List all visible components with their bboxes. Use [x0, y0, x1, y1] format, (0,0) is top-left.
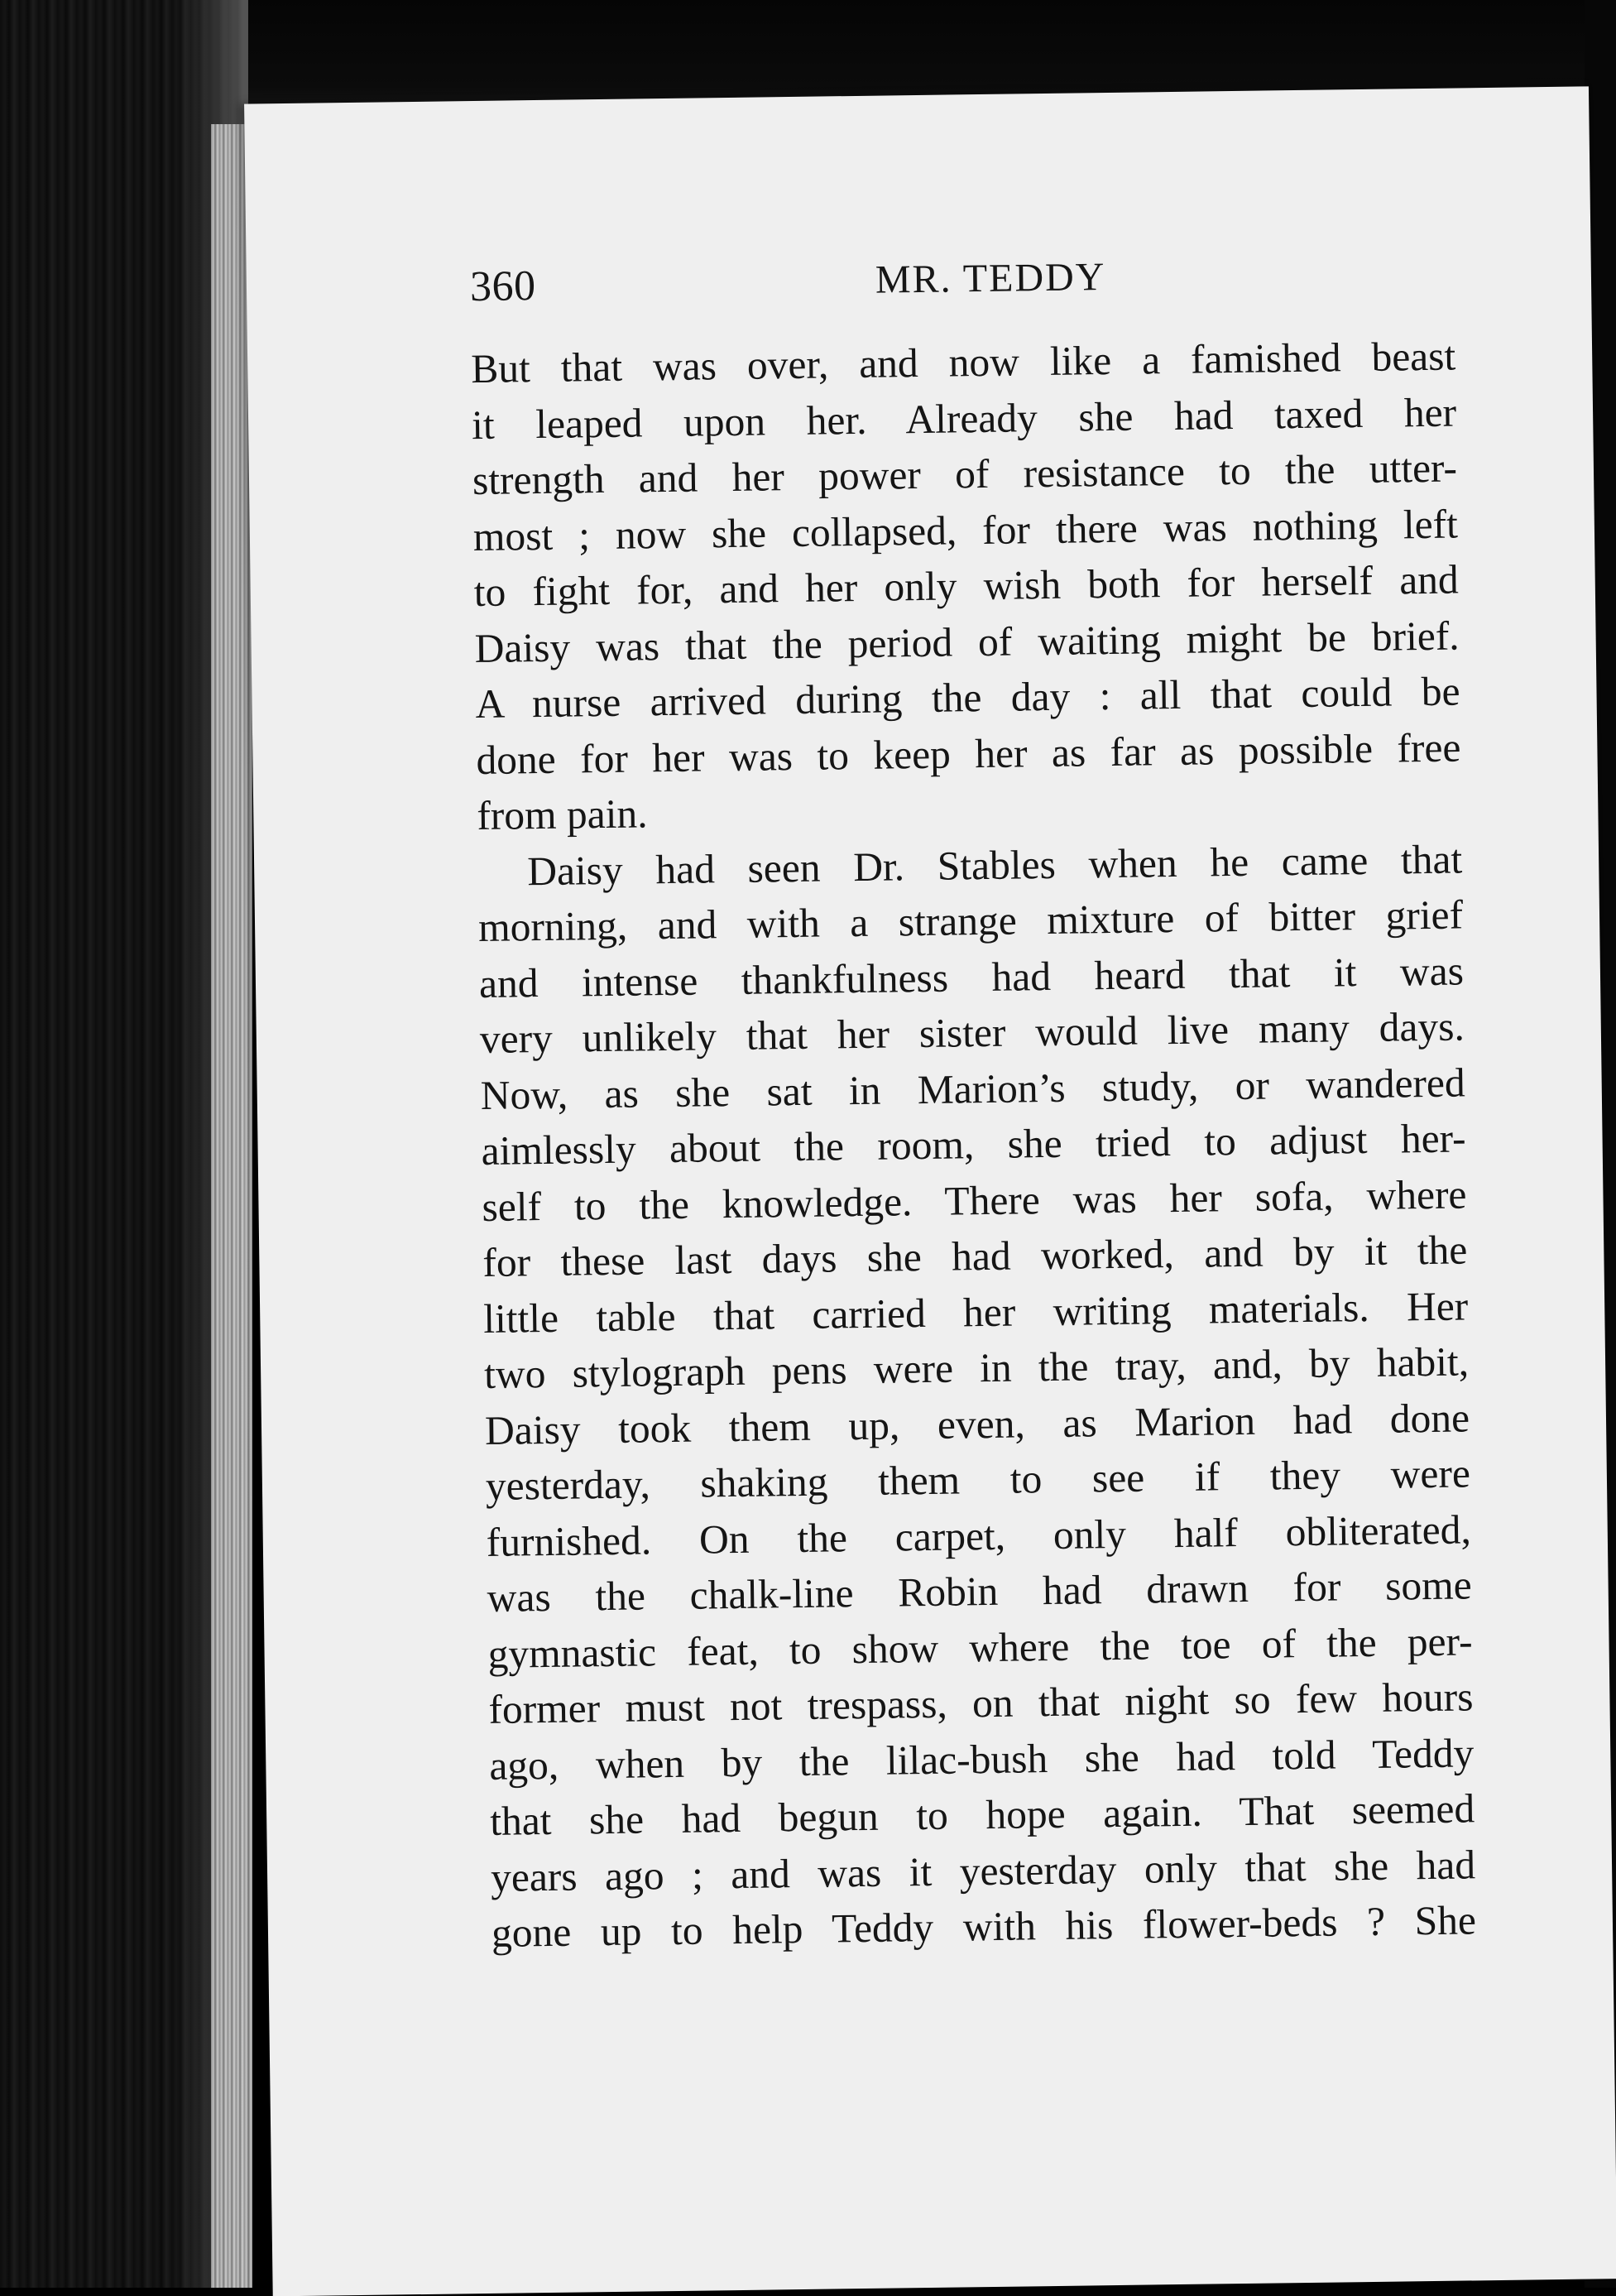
text-line: yesterday, shaking them to see if they were — [485, 1450, 1471, 1509]
text-line: most ; now she collapsed, for there was nothing left — [472, 500, 1459, 560]
text-line: morning, and with a strange mixture of bitter grief — [477, 891, 1464, 951]
text-line: But that was over, and now like a famished beast — [470, 333, 1456, 392]
text-line: to fight for, and her only wish both for herself and — [473, 556, 1460, 616]
text-line: furnished. On the carpet, only half obliterated, — [486, 1506, 1472, 1565]
text-line: ago, when by the lilac-bush she had told Teddy — [489, 1729, 1475, 1789]
text-line: it leaped upon her. Already she had taxed her — [471, 388, 1457, 448]
text-line: gymnastic feat, to show where the toe of the per- — [487, 1617, 1473, 1677]
page-number: 360 — [469, 262, 536, 311]
text-line: and intense thankfulness had heard that it was — [478, 947, 1465, 1006]
text-line: years ago ; and was it yesterday only that she had — [490, 1841, 1476, 1900]
text-line: for these last days she had worked, and by it the — [482, 1227, 1468, 1285]
body-text — [471, 328, 1477, 1961]
text-line: A nurse arrived during the day : all that could be — [475, 668, 1460, 728]
text-line: aimlessly about the room, she tried to adjust her- — [481, 1115, 1466, 1174]
text-line: little table that carried her writing materials. Her — [482, 1282, 1469, 1342]
text-line: gone up to help Teddy with his flower-beds ? She — [491, 1897, 1477, 1956]
text-line: Daisy was that the period of waiting might be brief. — [474, 612, 1460, 671]
text-line: that she had begun to hope again. That seemed — [489, 1785, 1475, 1844]
book-page-edges — [211, 124, 252, 2288]
text-line: self to the knowledge. There was her sofa, where — [482, 1170, 1467, 1230]
text-line: strength and her power of resistance to the utter- — [472, 444, 1458, 504]
running-title: MR. TEDDY — [875, 255, 1106, 302]
running-head — [470, 248, 1546, 329]
text-line: very unlikely that her sister would live many days. — [479, 1003, 1465, 1063]
book-page — [244, 86, 1616, 2296]
text-line: Daisy had seen Dr. Stables when he came that — [526, 835, 1463, 894]
text-line: Daisy took them up, even, as Marion had done — [484, 1394, 1470, 1453]
text-line: done for her was to keep her as far as possible free — [476, 723, 1461, 783]
text-line: Now, as she sat in Marion’s study, or wandered — [480, 1059, 1466, 1118]
text-line: was the chalk-line Robin had drawn for some — [487, 1562, 1472, 1621]
text-line: from pain. — [476, 790, 648, 839]
text-line: two stylograph pens were in the tray, and, by habit, — [483, 1338, 1470, 1397]
text-line: former must not trespass, on that night so few hours — [488, 1674, 1474, 1732]
